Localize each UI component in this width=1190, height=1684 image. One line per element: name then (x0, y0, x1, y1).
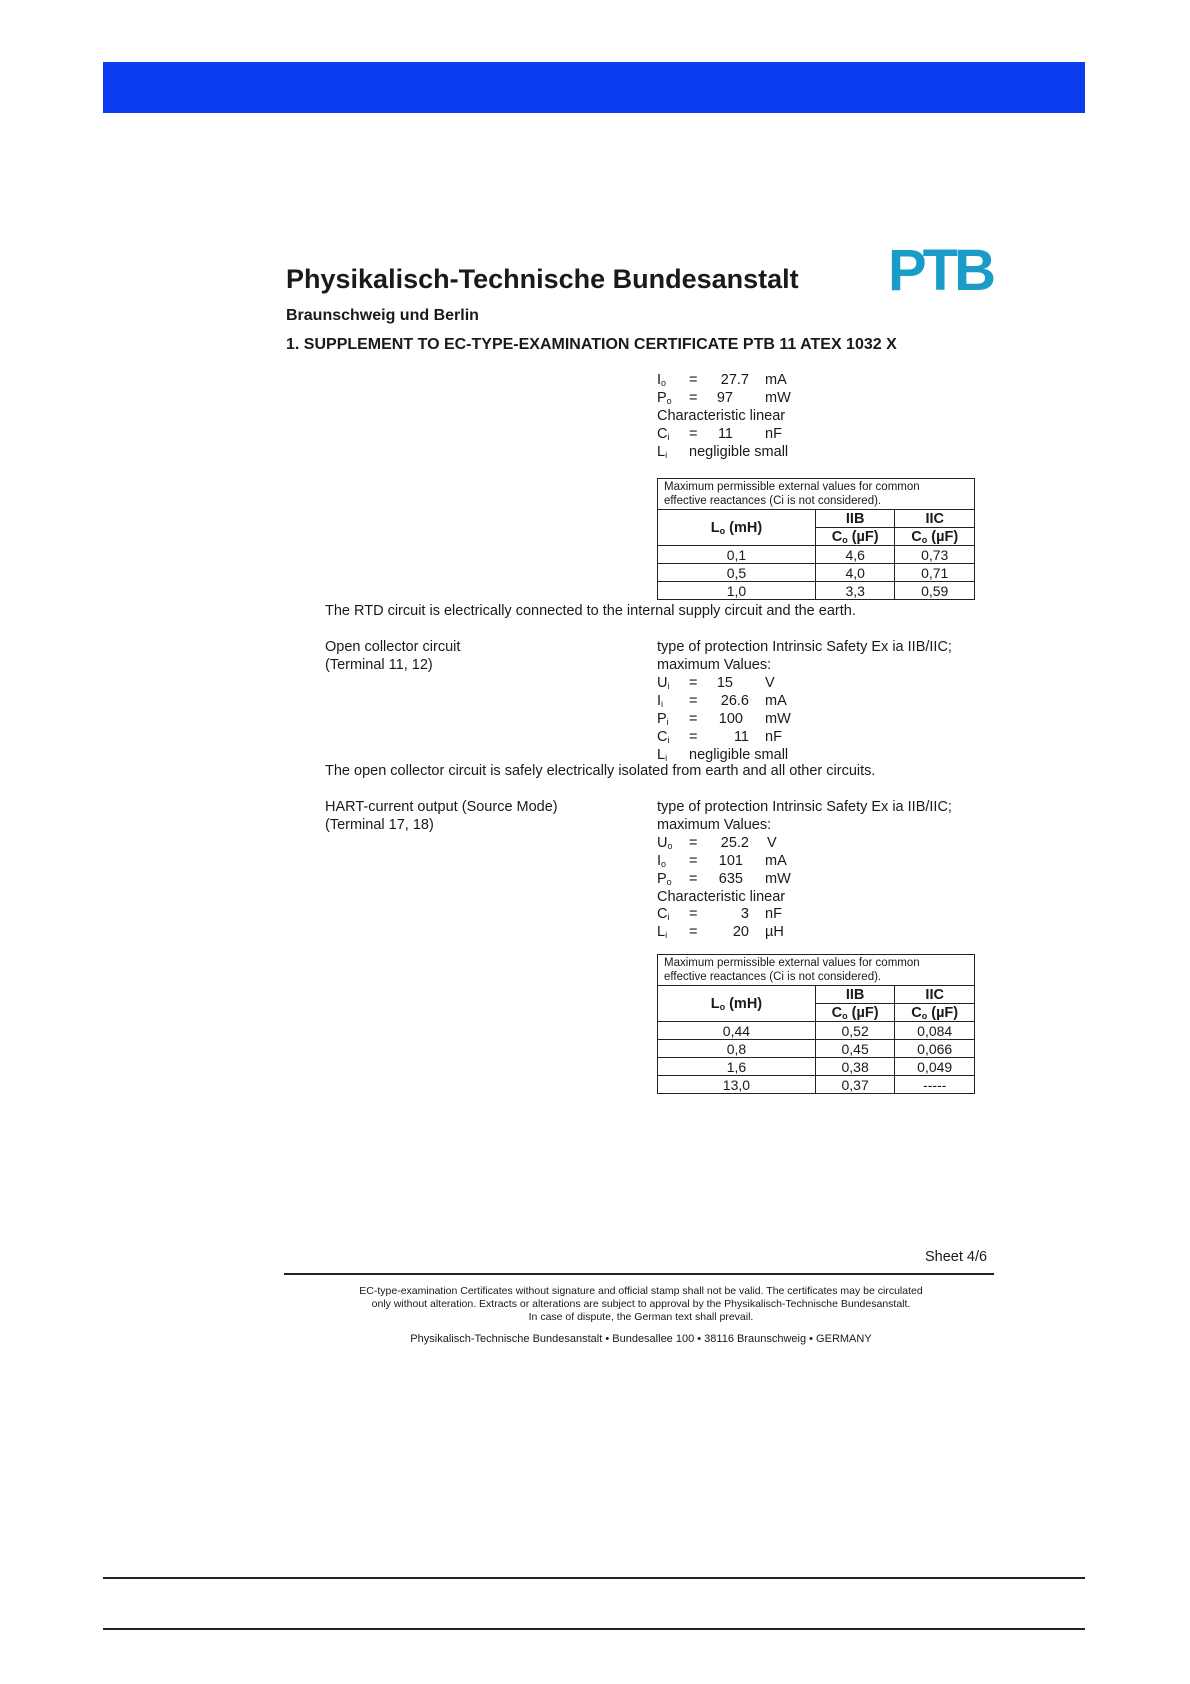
footer-rule (284, 1273, 994, 1275)
table-row: 0,44 0,52 0,084 (658, 1022, 975, 1040)
oc-label-2: (Terminal 11, 12) (325, 657, 433, 673)
co-header-iib: $C_o$ (µF) (815, 1004, 895, 1022)
rtd-reactance-table (657, 478, 975, 600)
table-caption: Maximum permissible external values for common effective reactances (Ci is not considered). (658, 479, 975, 510)
oc-label-1: Open collector circuit (325, 639, 461, 655)
ptb-logo-icon (888, 238, 992, 303)
table-row: 13,0 0,37 ----- (658, 1076, 975, 1094)
iic-header: IIC (895, 510, 975, 528)
iib-header: IIB (815, 986, 895, 1004)
co-header-iib: $C_o$ (µF) (815, 528, 895, 546)
hart-label-2: (Terminal 17, 18) (325, 817, 434, 833)
footer-note-2: only without alteration. Extracts or alterations are subject to approval by the Physikalisch-Technische Bundesanstalt. (371, 1298, 911, 1310)
co-header-iic: $C_o$ (µF) (895, 528, 975, 546)
table-row: 0,8 0,45 0,066 (658, 1040, 975, 1058)
hart-reactance-table (657, 954, 975, 1094)
footer-note-1: EC-type-examination Certificates without signature and official stamp shall not be valid. The certificates may be circulated (359, 1285, 923, 1297)
lo-header: $L_o$ (mH) (658, 510, 816, 546)
logo-text: PTB (888, 238, 992, 303)
table-row: 1,6 0,38 0,049 (658, 1058, 975, 1076)
ptb-logo (888, 238, 992, 303)
certificate-heading: 1. SUPPLEMENT TO EC-TYPE-EXAMINATION CERTIFICATE PTB 11 ATEX 1032 X (286, 336, 897, 353)
iic-header: IIC (895, 986, 975, 1004)
co-header-iic: $C_o$ (µF) (895, 1004, 975, 1022)
top-color-bar (103, 62, 1085, 113)
table-row: 1,0 3,3 0,59 (658, 582, 975, 600)
footer-note-3: In case of dispute, the German text shall prevail. (528, 1311, 754, 1323)
sheet-number: Sheet 4/6 (925, 1249, 988, 1265)
table-caption: Maximum permissible external values for common effective reactances (Ci is not considered). (658, 955, 975, 986)
table-row: 0,1 4,6 0,73 (658, 546, 975, 564)
oc-note: The open collector circuit is safely electrically isolated from earth and all other circuits. (325, 763, 876, 779)
lo-header: $L_o$ (mH) (658, 986, 816, 1022)
page-title: Physikalisch-Technische Bundesanstalt (286, 264, 799, 294)
rtd-note: The RTD circuit is electrically connected to the internal supply circuit and the earth. (325, 603, 856, 619)
table-row: 0,5 4,0 0,71 (658, 564, 975, 582)
footer-address: Physikalisch-Technische Bundesanstalt • Bundesallee 100 • 38116 Braunschweig • GERMANY (410, 1333, 872, 1345)
page-subtitle: Braunschweig und Berlin (286, 307, 479, 324)
bottom-rule-1 (103, 1577, 1085, 1579)
iib-header: IIB (815, 510, 895, 528)
hart-label-1: HART-current output (Source Mode) (325, 799, 558, 815)
bottom-rule-2 (103, 1628, 1085, 1630)
